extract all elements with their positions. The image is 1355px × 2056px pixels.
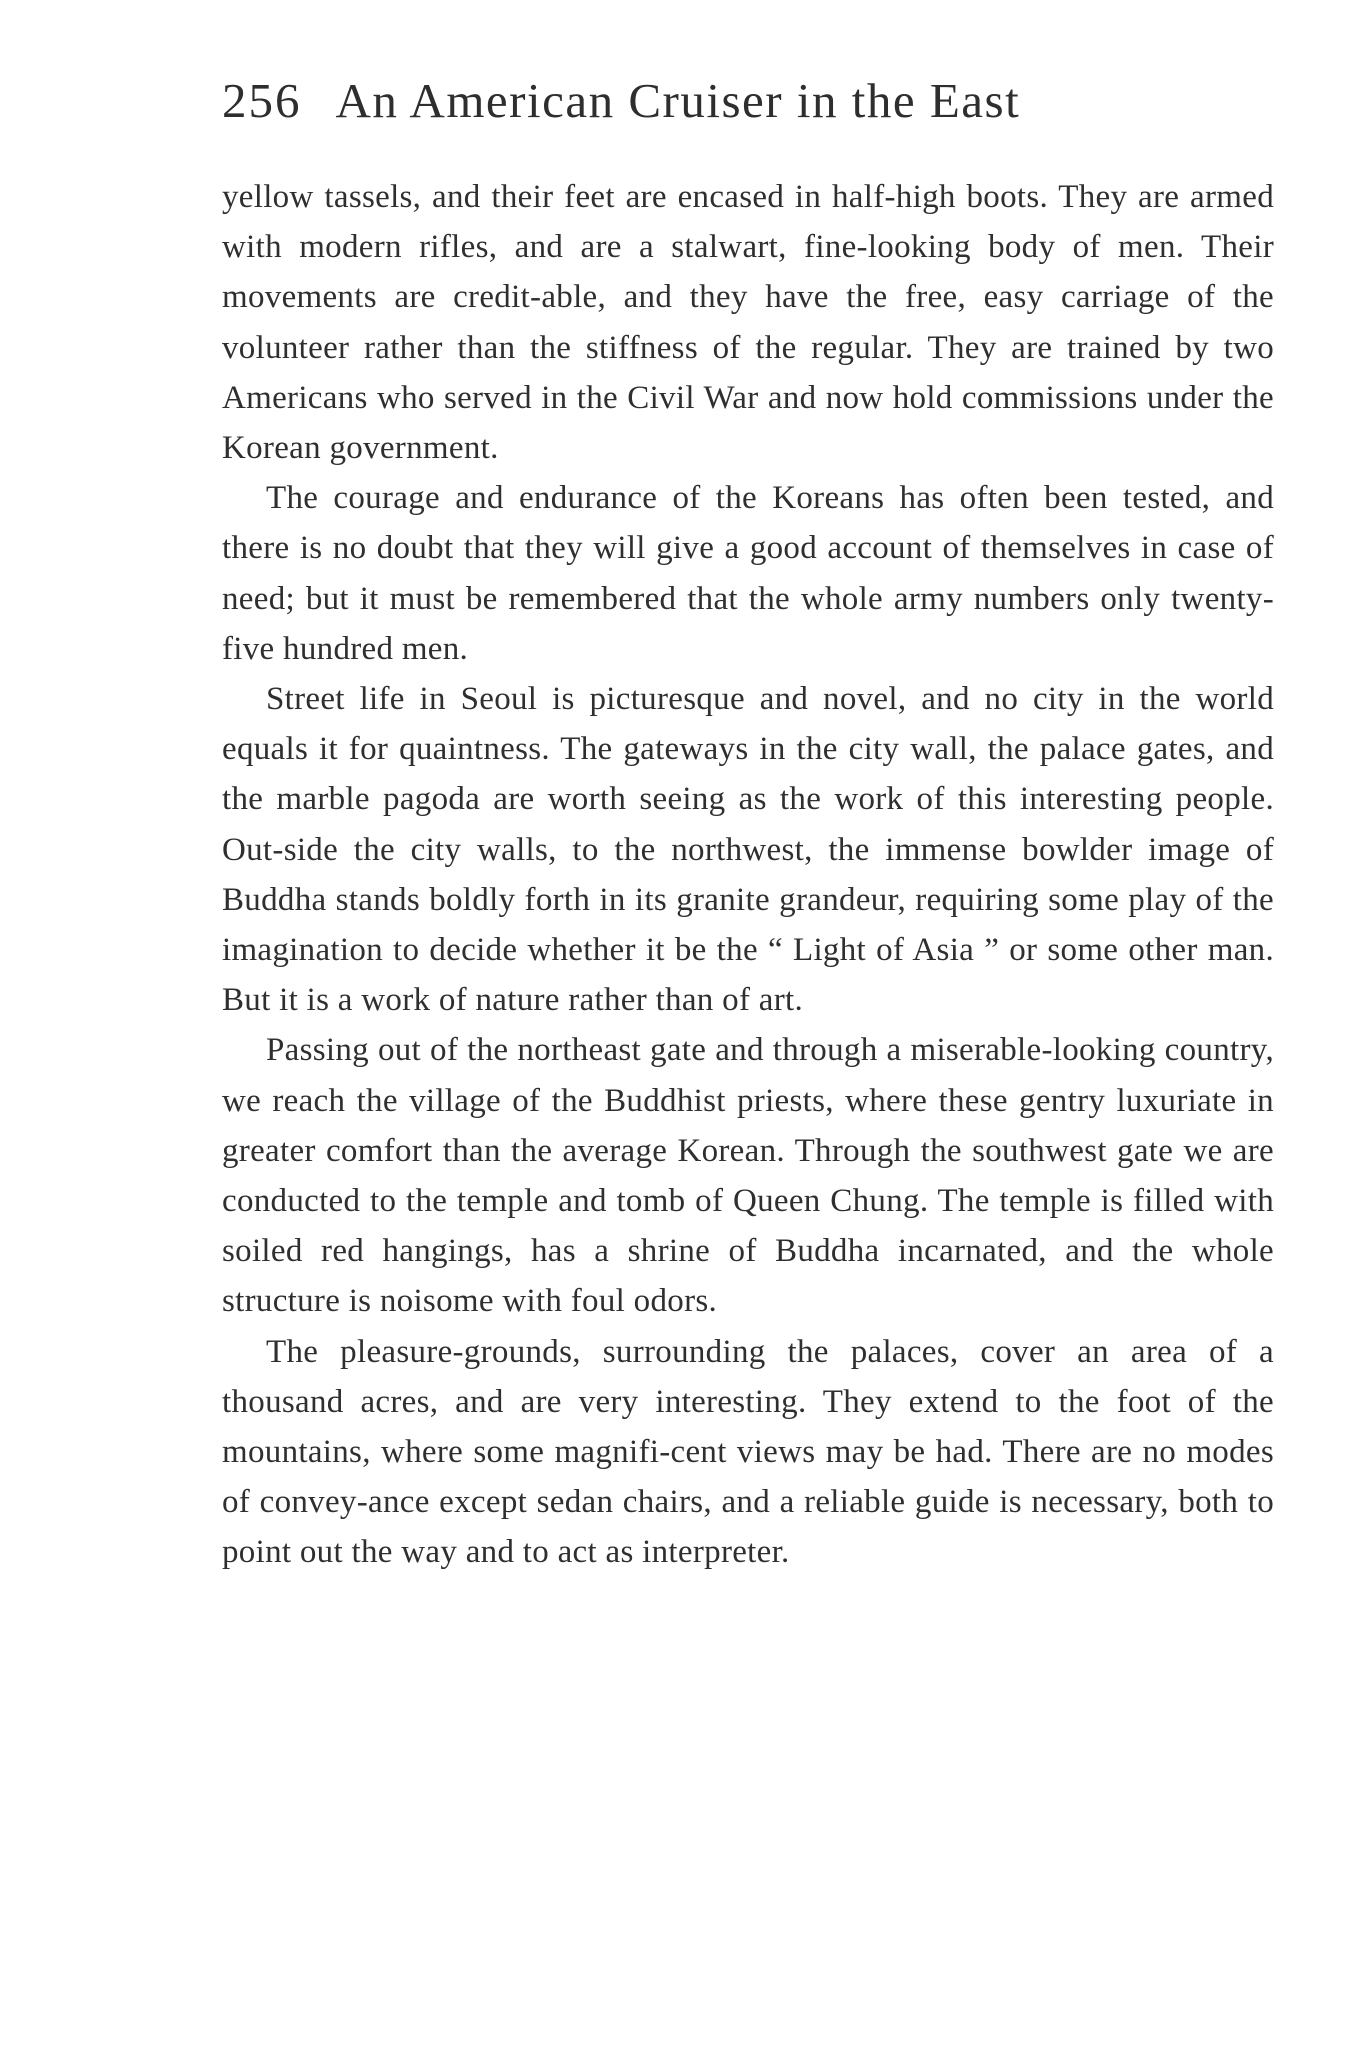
paragraph-4: Passing out of the northeast gate and through a miserable-looking country, we reach the village of the Buddhist priests, where these gentry luxuriate in greater comfort than the average Korean. Through the southwest gate we are conducted to the temple and tomb of Queen Chung. The temple is filled with soiled red hangings, has a shrine of Buddha incarnated, and the whole structure is noisome with foul odors. [222, 1032, 1274, 1320]
page-number: 256 [222, 73, 302, 128]
body-text [222, 172, 1274, 1578]
paragraph-2: The courage and endurance of the Koreans has often been tested, and there is no doubt that they will give a good account of themselves in case of need; but it must be remembered that the whole army numbers only twenty-five hundred men. [222, 480, 1274, 667]
paragraph-1: yellow tassels, and their feet are encased in half-high boots. They are armed with modern rifles, and are a stalwart, fine-looking body of men. Their movements are credit-able, and they have the free, easy carriage of the volunteer rather than the stiffness of the regular. They are trained by two Americans who served in the Civil War and now hold commissions under the Korean government. [222, 179, 1274, 467]
running-head [222, 72, 1192, 142]
paragraph-3: Street life in Seoul is picturesque and novel, and no city in the world equals it for quaintness. The gateways in the city wall, the palace gates, and the marble pagoda are worth seeing as the work of this interesting people. Out-side the city walls, to the northwest, the immense bowlder image of Buddha stands boldly forth in its granite grandeur, requiring some play of the imagination to decide whether it be the “ Light of Asia ” or some other man. But it is a work of nature rather than of art. [222, 681, 1274, 1019]
running-title: An American Cruiser in the East [335, 73, 1021, 128]
paragraph-5: The pleasure-grounds, surrounding the palaces, cover an area of a thousand acres, and are very interesting. They extend to the foot of the mountains, where some magnifi-cent views may be had. There are no modes of convey-ance except sedan chairs, and a reliable guide is necessary, both to point out the way and to act as interpreter. [222, 1333, 1274, 1571]
